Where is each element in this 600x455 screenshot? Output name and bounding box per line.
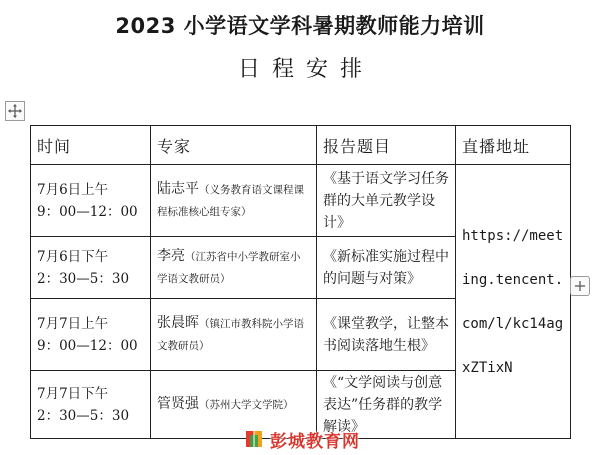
- time-range-text: 9：00—12：00: [37, 203, 138, 220]
- add-column-button[interactable]: [570, 276, 590, 296]
- date-text: 7月6日上午: [37, 181, 109, 198]
- table-row: [31, 165, 571, 237]
- stream-url-link[interactable]: https://meeting.tencent.com/l/kc14agxZTixN: [462, 227, 564, 376]
- header-topic: 报告题目: [317, 126, 456, 165]
- schedule-table: [30, 125, 571, 439]
- topic-cell: 《“文学阅读与创意表达”任务群的教学解读》: [317, 371, 456, 439]
- stream-url-cell: [456, 165, 571, 439]
- expert-affiliation: （镇江市教科院小学语文教研员）: [157, 318, 304, 352]
- header-stream-url: 直播地址: [456, 126, 571, 165]
- header-time: 时间: [31, 126, 151, 165]
- watermark-logo-icon: [244, 428, 266, 450]
- move-arrows-icon: [8, 104, 22, 118]
- document-subtitle: 日程安排: [237, 57, 374, 82]
- watermark: [244, 426, 360, 452]
- expert-cell: [151, 165, 317, 237]
- date-text: 7月6日下午: [37, 248, 109, 265]
- expert-affiliation: （江苏省中小学教研室小学语文教研员）: [157, 251, 301, 285]
- topic-cell: 《新标准实施过程中的问题与对策》: [317, 237, 456, 299]
- expert-name: 张晨晖: [157, 315, 199, 331]
- expert-affiliation: （义务教育语文课程课程标准核心组专家）: [157, 184, 304, 218]
- time-range-text: 9：00—12：00: [37, 337, 138, 354]
- expert-name: 李亮: [157, 248, 185, 264]
- date-text: 7月7日上午: [37, 315, 109, 332]
- table-move-handle[interactable]: [5, 101, 25, 121]
- time-cell: [31, 299, 151, 371]
- expert-name: 管贤强: [157, 396, 199, 412]
- table-header-row: [31, 126, 571, 165]
- header-expert: 专家: [151, 126, 317, 165]
- document-title: 2023 小学语文学科暑期教师能力培训: [115, 14, 485, 38]
- expert-name: 陆志平: [157, 181, 199, 197]
- plus-icon: [574, 280, 586, 292]
- expert-cell: [151, 237, 317, 299]
- expert-affiliation: （苏州大学文学院）: [199, 399, 294, 411]
- time-cell: [31, 371, 151, 439]
- time-range-text: 2：30—5：30: [37, 270, 130, 287]
- topic-cell: 《基于语文学习任务群的大单元教学设计》: [317, 165, 456, 237]
- expert-cell: [151, 299, 317, 371]
- topic-cell: 《课堂教学，让整本书阅读落地生根》: [317, 299, 456, 371]
- time-cell: [31, 237, 151, 299]
- watermark-text: 彭城教育网: [270, 431, 360, 452]
- time-cell: [31, 165, 151, 237]
- time-range-text: 2：30—5：30: [37, 407, 130, 424]
- date-text: 7月7日下午: [37, 385, 109, 402]
